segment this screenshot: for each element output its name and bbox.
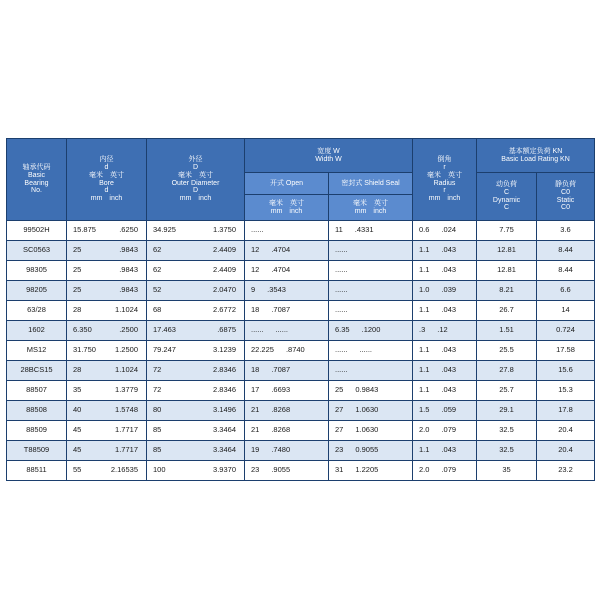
- cell-static: 17.8: [537, 401, 595, 421]
- cell-dynamic: 8.21: [477, 281, 537, 301]
- cell-bore: 40 1.5748: [67, 401, 147, 421]
- cell-dynamic: 32.5: [477, 441, 537, 461]
- cell-bearing-no: 98305: [7, 261, 67, 281]
- cell-static: 17.58: [537, 341, 595, 361]
- cell-static: 0.724: [537, 321, 595, 341]
- cell-width-open: 18 .7087: [245, 361, 329, 381]
- cell-width-shield: ...... ......: [329, 341, 413, 361]
- cell-dynamic: 35: [477, 461, 537, 481]
- cell-outer-diameter: 17.463 .6875: [147, 321, 245, 341]
- cell-width-open: 17 .6693: [245, 381, 329, 401]
- cell-width-open: 21 .8268: [245, 421, 329, 441]
- cell-bearing-no: 28BCS15: [7, 361, 67, 381]
- cell-width-shield: 27 1.0630: [329, 421, 413, 441]
- cell-radius: 1.1 .043: [413, 441, 477, 461]
- cell-radius: 1.1 .043: [413, 261, 477, 281]
- cell-dynamic: 29.1: [477, 401, 537, 421]
- cell-radius: 2.0 .079: [413, 421, 477, 441]
- cell-static: 23.2: [537, 461, 595, 481]
- header-width-open: 开式 Open: [245, 173, 329, 195]
- cell-width-shield: 31 1.2205: [329, 461, 413, 481]
- cell-bore: 25 .9843: [67, 241, 147, 261]
- table-row: [7, 341, 595, 361]
- table-row: [7, 221, 595, 241]
- cell-width-open: 19 .7480: [245, 441, 329, 461]
- table-row: [7, 401, 595, 421]
- header-load-rating: 基本额定负荷 KN Basic Load Rating KN: [477, 139, 595, 173]
- cell-outer-diameter: 62 2.4409: [147, 241, 245, 261]
- cell-bearing-no: 88508: [7, 401, 67, 421]
- cell-bearing-no: 88507: [7, 381, 67, 401]
- table-row: [7, 421, 595, 441]
- cell-dynamic: 32.5: [477, 421, 537, 441]
- cell-bearing-no: 63/28: [7, 301, 67, 321]
- cell-bore: 25 .9843: [67, 281, 147, 301]
- cell-outer-diameter: 85 3.3464: [147, 421, 245, 441]
- cell-width-shield: ......: [329, 281, 413, 301]
- cell-dynamic: 12.81: [477, 241, 537, 261]
- cell-bore: 15.875 .6250: [67, 221, 147, 241]
- cell-outer-diameter: 68 2.6772: [147, 301, 245, 321]
- table-row: [7, 241, 595, 261]
- cell-outer-diameter: 72 2.8346: [147, 381, 245, 401]
- cell-width-open: 12 .4704: [245, 241, 329, 261]
- cell-bearing-no: 98205: [7, 281, 67, 301]
- cell-bearing-no: T88509: [7, 441, 67, 461]
- cell-width-shield: ......: [329, 261, 413, 281]
- cell-dynamic: 25.7: [477, 381, 537, 401]
- cell-outer-diameter: 52 2.0470: [147, 281, 245, 301]
- cell-radius: 1.5 .059: [413, 401, 477, 421]
- cell-outer-diameter: 62 2.4409: [147, 261, 245, 281]
- cell-width-shield: 23 0.9055: [329, 441, 413, 461]
- cell-width-open: 12 .4704: [245, 261, 329, 281]
- header-dynamic: 动负荷 C Dynamic C: [477, 173, 537, 221]
- cell-bearing-no: MS12: [7, 341, 67, 361]
- cell-bearing-no: 99502H: [7, 221, 67, 241]
- table-row: [7, 301, 595, 321]
- cell-bore: 31.750 1.2500: [67, 341, 147, 361]
- cell-width-open: 23 .9055: [245, 461, 329, 481]
- cell-radius: 1.1 .043: [413, 341, 477, 361]
- table-row: [7, 461, 595, 481]
- cell-outer-diameter: 34.925 1.3750: [147, 221, 245, 241]
- cell-static: 14: [537, 301, 595, 321]
- cell-static: 8.44: [537, 261, 595, 281]
- header-static: 静负荷 C0 Static C0: [537, 173, 595, 221]
- header-bore: 内径 d 毫米 英寸 Bore d mm inch: [67, 139, 147, 221]
- cell-width-shield: 11 .4331: [329, 221, 413, 241]
- cell-static: 8.44: [537, 241, 595, 261]
- table-row: [7, 381, 595, 401]
- table-row: [7, 281, 595, 301]
- cell-width-shield: 6.35 .1200: [329, 321, 413, 341]
- cell-outer-diameter: 72 2.8346: [147, 361, 245, 381]
- cell-dynamic: 25.5: [477, 341, 537, 361]
- cell-bore: 45 1.7717: [67, 421, 147, 441]
- cell-static: 6.6: [537, 281, 595, 301]
- cell-outer-diameter: 80 3.1496: [147, 401, 245, 421]
- header-shield-units: 毫米 英寸 mm inch: [329, 195, 413, 221]
- header-open-units: 毫米 英寸 mm inch: [245, 195, 329, 221]
- cell-radius: 1.1 .043: [413, 361, 477, 381]
- cell-outer-diameter: 85 3.3464: [147, 441, 245, 461]
- cell-static: 3.6: [537, 221, 595, 241]
- cell-static: 15.3: [537, 381, 595, 401]
- cell-radius: 1.1 .043: [413, 301, 477, 321]
- cell-static: 15.6: [537, 361, 595, 381]
- cell-dynamic: 27.8: [477, 361, 537, 381]
- cell-width-open: ...... ......: [245, 321, 329, 341]
- cell-width-open: 22.225 .8740: [245, 341, 329, 361]
- cell-dynamic: 26.7: [477, 301, 537, 321]
- cell-bearing-no: 88511: [7, 461, 67, 481]
- cell-width-open: 18 .7087: [245, 301, 329, 321]
- cell-outer-diameter: 79.247 3.1239: [147, 341, 245, 361]
- cell-bore: 55 2.16535: [67, 461, 147, 481]
- cell-width-open: ......: [245, 221, 329, 241]
- cell-bearing-no: SC0563: [7, 241, 67, 261]
- header-width-shield: 密封式 Shield Seal: [329, 173, 413, 195]
- cell-bore: 25 .9843: [67, 261, 147, 281]
- header-outer-diameter: 外径 D 毫米 英寸 Outer Diameter D mm inch: [147, 139, 245, 221]
- cell-bore: 28 1.1024: [67, 361, 147, 381]
- cell-static: 20.4: [537, 441, 595, 461]
- cell-radius: .3 .12: [413, 321, 477, 341]
- cell-radius: 1.1 .043: [413, 241, 477, 261]
- table-row: [7, 441, 595, 461]
- bearing-spec-table: [6, 138, 595, 481]
- cell-dynamic: 1.51: [477, 321, 537, 341]
- cell-dynamic: 12.81: [477, 261, 537, 281]
- cell-radius: 2.0 .079: [413, 461, 477, 481]
- cell-width-open: 9 .3543: [245, 281, 329, 301]
- table-body: [7, 221, 595, 481]
- header-width: 宽度 W Width W: [245, 139, 413, 173]
- table-row: [7, 321, 595, 341]
- table-row: [7, 361, 595, 381]
- cell-bearing-no: 88509: [7, 421, 67, 441]
- cell-bore: 35 1.3779: [67, 381, 147, 401]
- cell-radius: 1.0 .039: [413, 281, 477, 301]
- cell-width-shield: 27 1.0630: [329, 401, 413, 421]
- cell-bearing-no: 1602: [7, 321, 67, 341]
- cell-width-shield: 25 0.9843: [329, 381, 413, 401]
- cell-outer-diameter: 100 3.9370: [147, 461, 245, 481]
- cell-radius: 0.6 .024: [413, 221, 477, 241]
- cell-bore: 45 1.7717: [67, 441, 147, 461]
- cell-width-shield: ......: [329, 361, 413, 381]
- cell-dynamic: 7.75: [477, 221, 537, 241]
- cell-width-open: 21 .8268: [245, 401, 329, 421]
- cell-width-shield: ......: [329, 301, 413, 321]
- table-row: [7, 261, 595, 281]
- header-basic-bearing-no: 轴承代码 Basic Bearing No.: [7, 139, 67, 221]
- cell-bore: 6.350 .2500: [67, 321, 147, 341]
- cell-radius: 1.1 .043: [413, 381, 477, 401]
- cell-bore: 28 1.1024: [67, 301, 147, 321]
- cell-static: 20.4: [537, 421, 595, 441]
- cell-width-shield: ......: [329, 241, 413, 261]
- header-radius: 倒角 r 毫米 英寸 Radius r mm inch: [413, 139, 477, 221]
